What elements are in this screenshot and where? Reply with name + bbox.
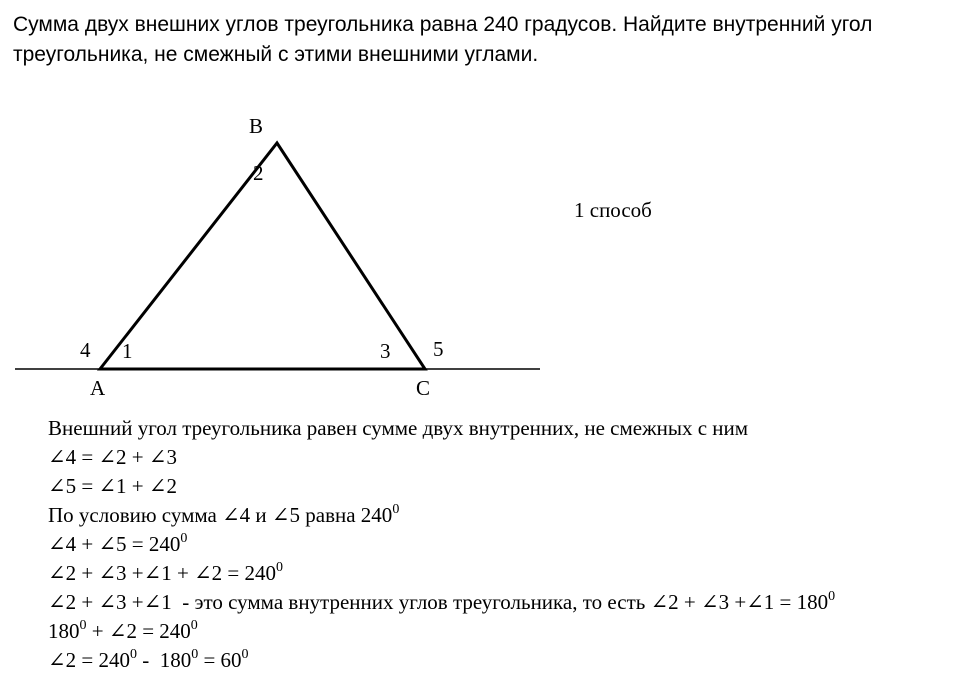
angle-label-3: 3 bbox=[380, 339, 391, 363]
angle-label-4: 4 bbox=[80, 338, 91, 362]
problem-line-1: Сумма двух внешних углов треугольника равна 240 градусов. Найдите внутренний угол bbox=[13, 13, 873, 36]
solution-line-9 bbox=[48, 646, 835, 675]
solution-text: ∠2 + ∠3 +∠1 - это сумма внутренних углов треугольника, то есть ∠2 + ∠3 +∠1 = 180 bbox=[48, 590, 829, 614]
degree-superscript: 0 bbox=[129, 647, 137, 662]
degree-superscript: 0 bbox=[191, 647, 199, 662]
degree-superscript: 0 bbox=[241, 647, 249, 662]
solution-text: 180 bbox=[48, 619, 80, 643]
solution-line-6 bbox=[48, 559, 835, 588]
solution-line-2 bbox=[48, 443, 835, 472]
problem-line-2: треугольника, не смежный с этими внешними углами. bbox=[13, 43, 539, 66]
solution-line-7 bbox=[48, 588, 835, 617]
solution bbox=[48, 414, 835, 675]
vertex-label-c: C bbox=[416, 376, 431, 400]
solution-line-3 bbox=[48, 472, 835, 501]
solution-text: - 180 bbox=[136, 648, 192, 672]
solution-text: ∠4 + ∠5 = 240 bbox=[48, 532, 181, 556]
degree-superscript: 0 bbox=[392, 502, 400, 517]
vertex-label-b: B bbox=[249, 114, 264, 138]
solution-line-8 bbox=[48, 617, 835, 646]
solution-text: = 60 bbox=[198, 648, 242, 672]
solution-text: ∠4 = ∠2 + ∠3 bbox=[48, 445, 177, 469]
degree-superscript: 0 bbox=[276, 560, 284, 575]
vertex-label-a: A bbox=[90, 376, 106, 400]
solution-text: ∠2 = 240 bbox=[48, 648, 130, 672]
angle-label-5: 5 bbox=[433, 337, 444, 361]
method-label: 1 способ bbox=[574, 198, 652, 222]
solution-text: ∠2 + ∠3 +∠1 + ∠2 = 240 bbox=[48, 561, 277, 585]
angle-label-1: 1 bbox=[122, 339, 133, 363]
solution-line-1 bbox=[48, 414, 835, 443]
solution-line-5 bbox=[48, 530, 835, 559]
angle-label-2: 2 bbox=[253, 161, 264, 185]
degree-superscript: 0 bbox=[190, 618, 198, 633]
degree-superscript: 0 bbox=[79, 618, 87, 633]
degree-superscript: 0 bbox=[180, 531, 188, 546]
solution-text: Внешний угол треугольника равен сумме двух внутренних, не смежных с ним bbox=[48, 416, 749, 440]
solution-line-4 bbox=[48, 501, 835, 530]
solution-text: ∠5 = ∠1 + ∠2 bbox=[48, 474, 177, 498]
solution-text: + ∠2 = 240 bbox=[86, 619, 191, 643]
degree-superscript: 0 bbox=[828, 589, 836, 604]
solution-text: По условию сумма ∠4 и ∠5 равна 240 bbox=[48, 503, 393, 527]
